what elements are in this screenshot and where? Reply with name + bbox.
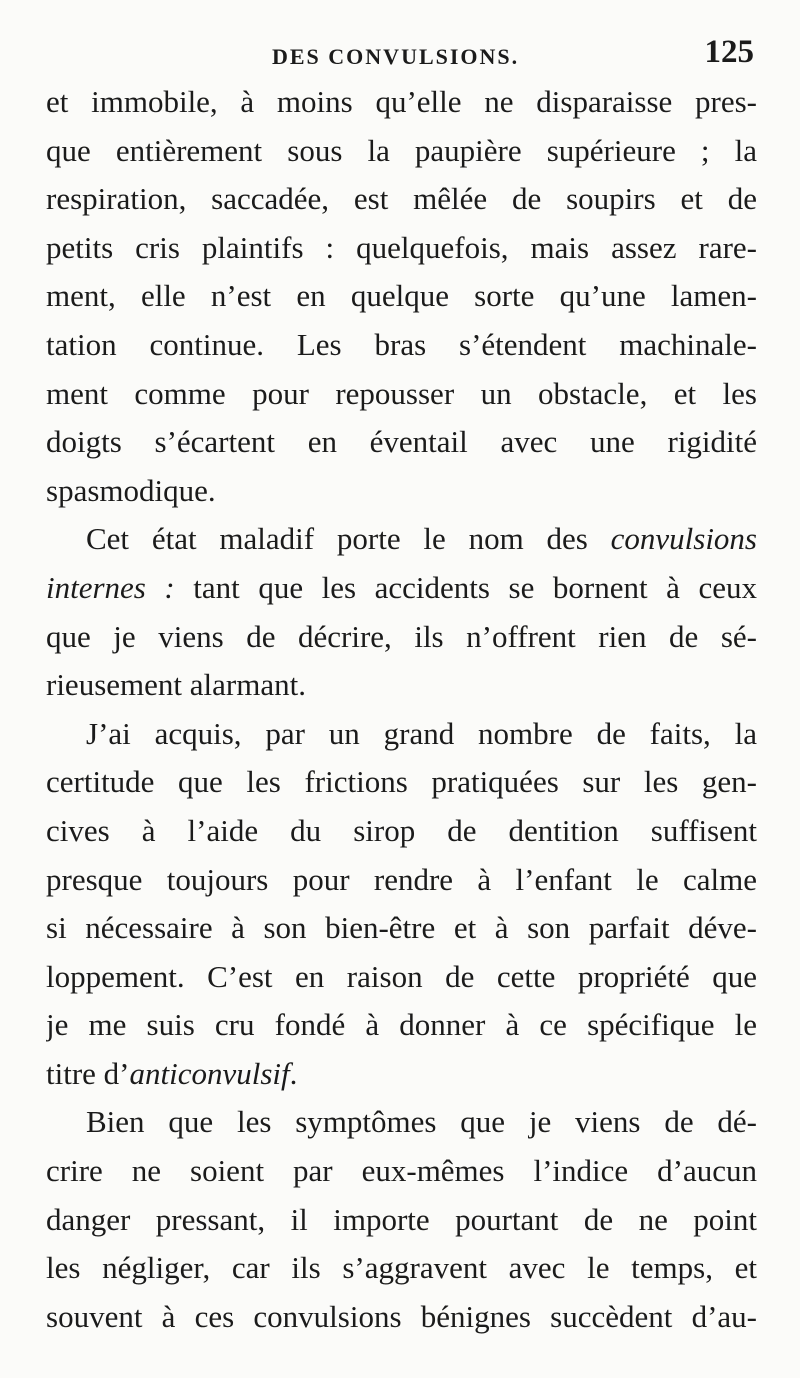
paragraph-first-line: Bien que les symptômes que je viens de dé-	[86, 1104, 757, 1140]
text-run: Cet état maladif porte le nom des	[86, 521, 611, 557]
body-text	[46, 78, 757, 1341]
italic-term: internes :	[46, 569, 175, 605]
page-number: 125	[704, 34, 754, 70]
running-title: DES CONVULSIONS.	[272, 44, 520, 69]
text-run: tant que les accidents se bornent à ceux	[174, 569, 757, 605]
text-line: loppement. C’est en raison de cette propriété que	[46, 958, 757, 994]
text-line: respiration, saccadée, est mêlée de soupirs et de	[46, 181, 757, 217]
text-line: rieusement alarmant.	[46, 667, 306, 703]
text-line: et immobile, à moins qu’elle ne disparaisse pres-	[46, 84, 757, 119]
text-line: cives à l’aide du sirop de dentition suffisent	[46, 812, 757, 848]
italic-term: anticonvulsif	[129, 1055, 290, 1091]
text-line: certitude que les frictions pratiquées sur les gen-	[46, 764, 757, 800]
text-line: presque toujours pour rendre à l’enfant le calme	[46, 861, 757, 897]
text-line: doigts s’écartent en éventail avec une rigidité	[46, 424, 757, 460]
text-run: titre d’	[46, 1055, 130, 1091]
text-line	[46, 1050, 757, 1099]
text-line: les négliger, car ils s’aggravent avec le temps, et	[46, 1250, 757, 1286]
paragraph-first-line	[46, 515, 757, 564]
text-line: je me suis cru fondé à donner à ce spécifique le	[46, 1007, 757, 1043]
text-line: petits cris plaintifs : quelquefois, mais assez rare-	[46, 229, 757, 265]
text-line: que entièrement sous la paupière supérieure ; la	[46, 132, 757, 168]
text-line: ment comme pour repousser un obstacle, et les	[46, 375, 757, 411]
text-line: souvent à ces convulsions bénignes succèdent d’au-	[46, 1298, 757, 1334]
text-line	[46, 564, 757, 613]
text-line: que je viens de décrire, ils n’offrent rien de sé-	[46, 618, 757, 654]
text-line: danger pressant, il importe pourtant de ne point	[46, 1201, 757, 1237]
italic-term: convulsions	[610, 521, 757, 557]
text-run: .	[289, 1055, 298, 1091]
text-line: spasmodique.	[46, 472, 216, 508]
text-line: si nécessaire à son bien-être et à son parfait déve-	[46, 910, 757, 946]
running-head	[0, 34, 800, 74]
text-line: crire ne soient par eux-mêmes l’indice d’aucun	[46, 1153, 757, 1189]
text-line: ment, elle n’est en quelque sorte qu’une lamen-	[46, 278, 757, 314]
paragraph-first-line: J’ai acquis, par un grand nombre de faits, la	[86, 715, 757, 751]
text-line: tation continue. Les bras s’étendent machinale-	[46, 326, 757, 362]
